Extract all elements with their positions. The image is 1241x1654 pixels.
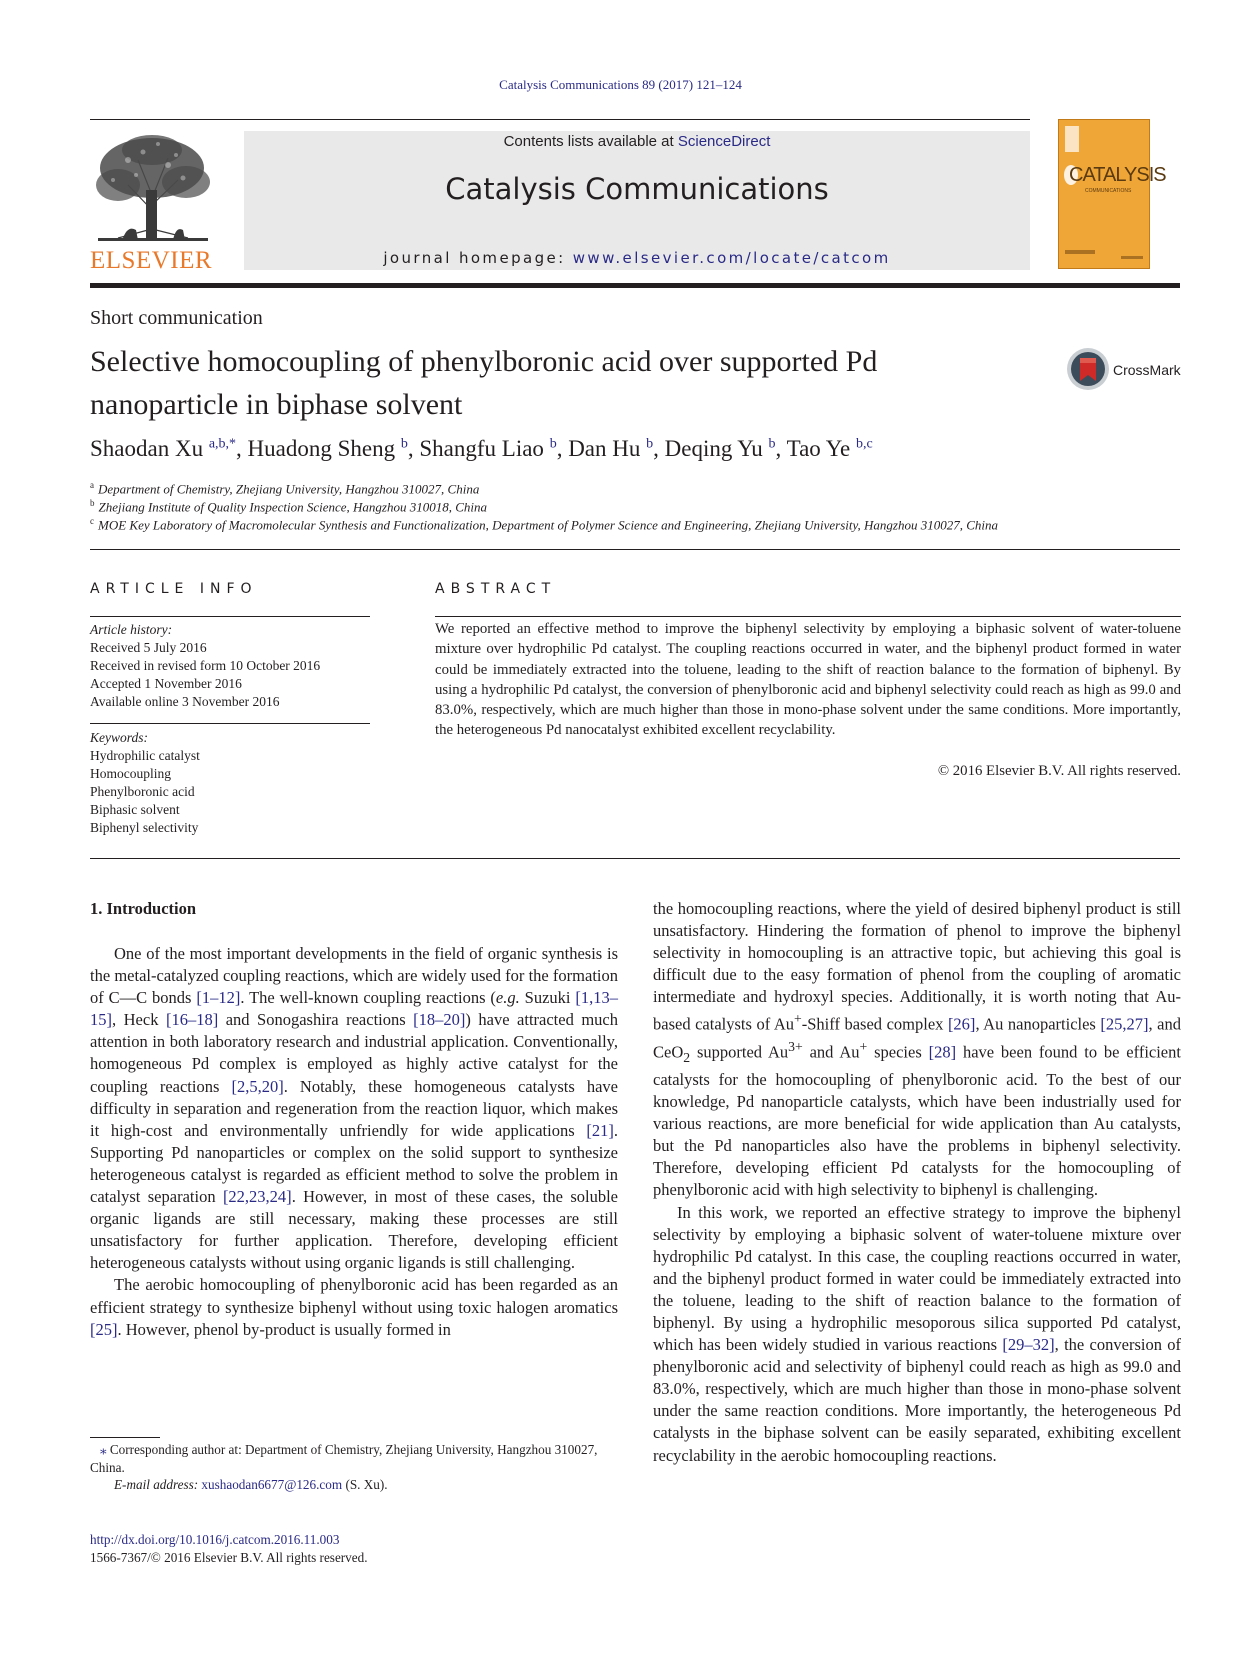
text-run: In this work, we reported an effective strategy to improve the biphenyl selectivity by employing a biphasic solvent of water-toluene mixture over hydrophilic Pd catalyst. In this case, the coupling reactions occurred in water, and the biphenyl product formed in water could be immediately extracted into the toluene, leading to the shift of reaction balance to the formation of biphenyl. By using a hydrophilic mesoporous silica supported Pd catalyst, which has been widely studied in various reactions (653, 1202, 1181, 1355)
citation-link[interactable]: [25,27] (1100, 1014, 1149, 1034)
keyword: Biphenyl selectivity (90, 820, 199, 835)
text-run: . Supporting Pd nanoparticles or complex on the solid support to synthesize heterogeneous catalyst is regarded as efficient method to solve the problem in catalyst separation (90, 1120, 618, 1207)
contents-prefix: Contents lists available at (503, 133, 678, 150)
citation-link[interactable]: [1–12] (196, 988, 241, 1008)
citation-link[interactable]: [25] (90, 1319, 118, 1339)
text-run: the homocoupling reactions, where the yield of desired biphenyl product is still unsatisfactory. Hindering the formation of phenol to improve the biphenyl selectivity in homocoupling is an attractive topic, but achieving this goal is difficult due to the easy formation of phenol from the coupling of aromatic intermediate and hydroxyl species. Additionally, it is worth noting that Au-based catalysts of Au (653, 899, 1181, 1034)
citation-link[interactable]: [22,23,24] (222, 1187, 292, 1207)
author-list (90, 436, 873, 462)
author-name: Tao Ye (786, 436, 851, 461)
journal-title: Catalysis Communications (445, 172, 829, 206)
abstract-text: We reported an effective method to improve the biphenyl selectivity by employing a biphasic solvent of water-toluene mixture over hydrophilic Pd catalyst. The coupling reactions occurred in water, and the biphenyl product formed in water could be immediately extracted into the toluene, leading to the shift of reaction balance to the formation of biphenyl. By using a hydrophilic Pd catalyst, the conversion of phenylboronic acid and biphenyl selectivity could reach as high as 99.0 and 83.0%, respectively, which are much higher than those in mono-phase solvent under the same conditions. More importantly, the heterogeneous Pd nanocatalyst exhibited excellent recyclability. (435, 621, 1181, 739)
email-suffix: (S. Xu). (342, 1477, 388, 1492)
crossmark-label[interactable]: CrossMark (1113, 362, 1181, 378)
author-affil-mark[interactable]: a,b,* (208, 436, 237, 452)
header-rule (90, 119, 1030, 120)
keywords-label: Keywords: (90, 730, 148, 745)
article-info-heading: ARTICLE INFO (90, 581, 258, 597)
history-item: Received in revised form 10 October 2016 (90, 658, 321, 673)
divider (90, 616, 370, 617)
text-run: and Au (802, 1042, 860, 1062)
homepage-prefix: journal homepage: (383, 249, 573, 267)
header-thick-rule (90, 283, 1180, 288)
section-heading: 1. Introduction (90, 899, 197, 918)
text-run: . Notably, these homogeneous catalysts have difficulty in separation and regeneration from the reaction liquor, which makes it high-cost and environmentally unfriendly for wide applications (90, 1076, 618, 1140)
separator: , (236, 436, 248, 461)
article-type: Short communication (90, 307, 263, 329)
text-run: -Shiff based complex (801, 1014, 948, 1034)
history-label: Article history: (90, 622, 173, 637)
citation-link[interactable]: [28] (928, 1042, 957, 1062)
affil-text: Department of Chemistry, Zhejiang University, Hangzhou 310027, China (98, 481, 480, 497)
issn-line: 1566-7367/© 2016 Elsevier B.V. All rights reserved. (90, 1550, 368, 1565)
history-item: Received 5 July 2016 (90, 640, 207, 655)
text-run: One of the most important developments in the field of organic synthesis is the metal-catalyzed coupling reactions, which are widely used for the formation of C—C bonds (90, 944, 618, 1008)
superscript: + (859, 1039, 868, 1055)
paragraph (90, 1274, 618, 1340)
journal-homepage-line (244, 249, 1030, 267)
divider (90, 858, 1180, 859)
running-head[interactable]: Catalysis Communications 89 (2017) 121–124 (499, 77, 742, 92)
text-run: supported Au (690, 1042, 789, 1062)
keyword: Hydrophilic catalyst (90, 748, 200, 763)
sciencedirect-link[interactable]: ScienceDirect (677, 133, 771, 150)
author-affil-mark[interactable]: b (549, 436, 557, 452)
abstract-heading: ABSTRACT (435, 581, 557, 597)
citation-link[interactable]: [29–32] (1002, 1335, 1055, 1355)
text-run: . The well-known coupling reactions ( (240, 988, 496, 1008)
separator: , (775, 436, 787, 461)
paragraph (90, 943, 618, 1274)
divider (90, 723, 370, 724)
divider (435, 616, 1181, 617)
cover-title: CATALYSIS (1069, 164, 1166, 186)
superscript: 3+ (788, 1039, 803, 1055)
author-name: Deqing Yu (664, 436, 763, 461)
author-name: Shangfu Liao (419, 436, 544, 461)
text-run: , the conversion of phenylboronic acid and selectivity of biphenyl could reach as high as 99.0 and 83.0%, respectively, which are much higher than those in mono-phase solvent under the same reaction conditions. More importantly, the heterogeneous Pd catalysts in the biphase solvent can be easily separated, exhibiting excellent recyclability in the aerobic homocoupling reactions. (653, 1335, 1181, 1465)
keyword: Phenylboronic acid (90, 784, 195, 799)
subscript: 2 (683, 1049, 691, 1065)
footnote-rule (90, 1437, 160, 1438)
affiliation-c (90, 516, 998, 533)
author-name: Shaodan Xu (90, 436, 204, 461)
cover-artwork (1059, 120, 1151, 270)
citation-link[interactable]: [21] (586, 1120, 614, 1140)
email-label: E-mail address: (114, 1477, 202, 1492)
divider (90, 549, 1180, 550)
abstract-copyright: © 2016 Elsevier B.V. All rights reserved. (937, 763, 1181, 779)
author-affil-mark[interactable]: b (768, 436, 776, 452)
citation-link[interactable]: [1,13–15] (90, 988, 618, 1030)
history-item: Available online 3 November 2016 (90, 694, 280, 709)
history-item: Accepted 1 November 2016 (90, 676, 242, 691)
email-line (114, 1477, 388, 1493)
elsevier-wordmark: ELSEVIER (90, 247, 213, 274)
paragraph (653, 1202, 1181, 1467)
journal-cover-thumbnail[interactable] (1058, 119, 1166, 269)
footnote-star: ⁎ (100, 1442, 107, 1457)
author-affil-mark[interactable]: b,c (855, 436, 873, 452)
text-run: ) have attracted much attention in both laboratory research and industrial application. Conventionally, homogeneous Pd complex is employed as highly active catalyst for the coupling reactions (90, 1010, 618, 1096)
citation-link[interactable]: [18–20] (413, 1010, 466, 1030)
affiliation-a (90, 480, 479, 497)
text-run: The aerobic homocoupling of phenylboronic acid has been regarded as an efficient strategy to synthesize biphenyl without using toxic halogen aromatics (90, 1275, 618, 1317)
author-name: Huadong Sheng (247, 436, 396, 461)
doi-url[interactable]: http://dx.doi.org/10.1016/j.catcom.2016.11.003 (90, 1532, 340, 1547)
email-link[interactable]: xushaodan6677@126.com (201, 1477, 343, 1492)
citation-link[interactable]: [26] (947, 1014, 976, 1034)
affil-mark: b (90, 498, 95, 508)
keyword: Biphasic solvent (90, 802, 180, 817)
contents-line (244, 133, 1030, 150)
text-run: , Au nanoparticles (975, 1014, 1101, 1034)
superscript: + (793, 1011, 802, 1027)
text-run: , and CeO (653, 1014, 1181, 1062)
affil-text: Zhejiang Institute of Quality Inspection Science, Hangzhou 310018, China (98, 499, 488, 515)
text-run: and Sonogashira reactions (218, 1010, 414, 1030)
keyword: Homocoupling (90, 766, 171, 781)
author-name: Dan Hu (568, 436, 641, 461)
text-run: have been found to be efficient catalysts for the homocoupling of phenylboronic acid. To the best of our knowledge, Pd nanoparticle catalysts, which have been industrially used for various reactions, are more beneficial for wide application than Au catalysts, but the Pd nanoparticles also have the problems in biphenyl selectivity. Therefore, developing efficient Pd catalysts for the homocoupling of phenylboronic acid with high selectivity to biphenyl is challenging. (653, 1042, 1181, 1200)
footnote-text: Corresponding author at: Department of Chemistry, Zhejiang University, Hangzhou 310027, China. (90, 1442, 598, 1475)
article-title: Selective homocoupling of phenylboronic acid over supported Pd nanoparticle in biphase solvent (90, 345, 878, 421)
cover-subtitle: COMMUNICATIONS (1085, 188, 1132, 194)
author-affil-mark[interactable]: b (646, 436, 654, 452)
text-run: species (867, 1042, 929, 1062)
affil-mark: a (90, 480, 94, 490)
citation-link[interactable]: [2,5,20] (231, 1076, 284, 1096)
body-column-right (653, 898, 1181, 1467)
text-run: . However, in most of these cases, the soluble organic ligands are still necessary, making these processes are still unsatisfactory for further application. Therefore, developing efficient heterogeneous catalysts without using organic ligands is still challenging. (90, 1187, 618, 1273)
text-run: , Heck (112, 1010, 166, 1030)
text-run: Suzuki (519, 988, 576, 1008)
paragraph (653, 898, 1181, 1202)
doi-link[interactable] (90, 1532, 339, 1548)
separator: , (407, 436, 420, 461)
text-run: . However, phenol by-product is usually formed in (117, 1319, 451, 1339)
body-column-left (90, 943, 618, 1341)
citation-link[interactable]: [16–18] (165, 1010, 219, 1030)
affil-mark: c (90, 516, 94, 526)
author-affil-mark[interactable]: b (400, 436, 408, 452)
separator: , (653, 436, 665, 461)
affil-text: MOE Key Laboratory of Macromolecular Synthesis and Functionalization, Department of Polymer Science and Engineering, Zhejiang University, Hangzhou 310027, China (98, 517, 999, 533)
separator: , (556, 436, 569, 461)
corresponding-author-note (90, 1441, 618, 1477)
journal-homepage-link[interactable]: www.elsevier.com/locate/catcom (572, 249, 891, 267)
affiliation-b (90, 498, 487, 515)
text-run: e.g. (495, 988, 520, 1008)
